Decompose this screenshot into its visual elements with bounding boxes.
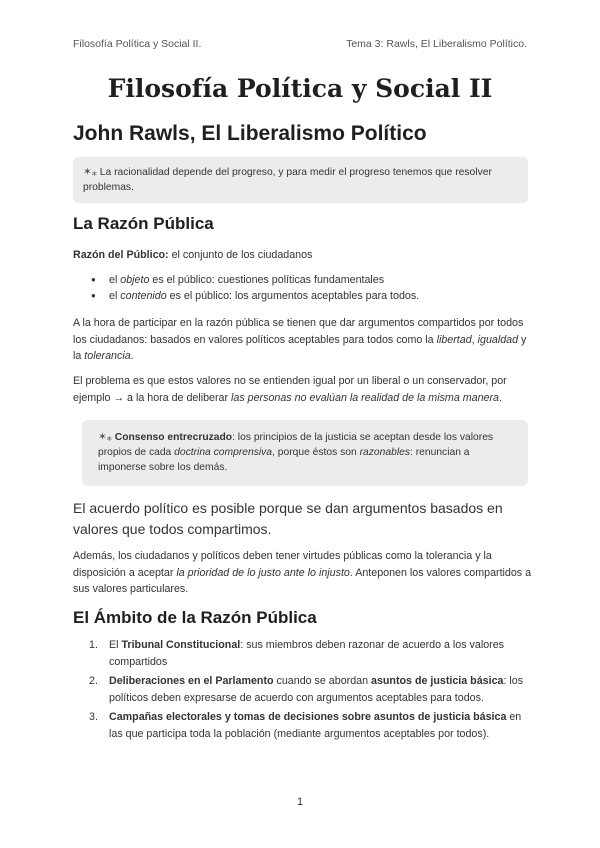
emphasis: razonables — [359, 447, 410, 458]
emphasis: doctrina comprensiva — [174, 447, 273, 458]
header-course: Filosofía Política y Social II. — [73, 38, 202, 50]
text: , porque éstos son — [272, 447, 360, 458]
heading-razon-publica: La Razón Pública — [73, 214, 214, 233]
definition-text: el conjunto de los ciudadanos — [168, 249, 313, 261]
list-item — [73, 272, 533, 288]
bold-text: Campañas electorales y tomas de decisiones sobre asuntos de justicia básica — [109, 711, 507, 723]
callout-consenso — [82, 420, 528, 486]
item-text: el — [109, 290, 121, 302]
text: . — [130, 350, 134, 362]
item-text: es el público: los argumentos aceptables para todos. — [166, 290, 420, 302]
item-number: 1. — [89, 639, 98, 651]
document-title: Filosofía Política y Social II — [107, 74, 493, 103]
bullet-list — [73, 272, 533, 304]
item-text: es el público: cuestiones políticas fundamentales — [149, 274, 385, 286]
text: . Anteponen los valores compartidos a sus valores particulares. — [73, 566, 532, 595]
list-item — [73, 673, 535, 706]
sparkle-icon: ✶⁎ — [98, 432, 112, 443]
text: , — [471, 333, 478, 346]
text: cuando se abordan — [273, 675, 371, 687]
bold-text: Deliberaciones en el Parlamento — [109, 675, 274, 687]
definition-razon-del-publico — [73, 247, 533, 264]
paragraph-ademas — [73, 548, 533, 598]
emphasis: la prioridad de lo justo ante lo injusto — [176, 566, 350, 579]
list-item — [73, 288, 533, 304]
text: : los principios de la justicia se aceptan desde los valores propios de cada — [98, 432, 494, 458]
text: : sus miembros deben razonar de acuerdo a los valores compartidos — [109, 639, 505, 668]
text: El problema es que estos valores no se entienden igual por un liberal o un conservador, por ejemplo → a la hora de deliberar — [73, 375, 507, 404]
item-emphasis: objeto — [120, 274, 150, 286]
emphasis: igualdad — [477, 333, 519, 346]
emphasis: libertad — [436, 333, 472, 346]
callout-term: Consenso entrecruzado — [114, 432, 233, 443]
list-item — [73, 709, 535, 742]
item-emphasis: contenido — [120, 290, 167, 302]
paragraph-acuerdo: El acuerdo político es posible porque se dan argumentos basados en valores que todos compartimos. — [73, 500, 503, 537]
numbered-list — [73, 637, 535, 745]
callout-racionalidad — [73, 157, 528, 203]
header-topic: Tema 3: Rawls, El Liberalismo Político. — [346, 38, 527, 50]
emphasis: las personas no evalúan la realidad de la misma manera — [231, 391, 499, 404]
text: El — [109, 639, 122, 651]
running-header — [73, 38, 527, 50]
bold-text: Tribunal Constitucional — [121, 639, 241, 651]
item-text: el — [109, 274, 121, 286]
emphasis: tolerancia — [84, 350, 131, 362]
bold-text: asuntos de justicia básica — [371, 675, 504, 687]
sparkle-icon: ✶⁎ — [83, 167, 97, 178]
paragraph-argumentos — [73, 315, 533, 365]
text: . — [498, 391, 502, 404]
heading-ambito: El Ámbito de la Razón Pública — [73, 608, 317, 627]
item-number: 2. — [89, 675, 98, 687]
section-title: John Rawls, El Liberalismo Político — [73, 122, 427, 145]
definition-term: Razón del Público: — [73, 249, 169, 261]
text: Además, los ciudadanos y políticos deben tener virtudes públicas como la tolerancia y la disposición a aceptar — [73, 550, 492, 579]
text: y la — [73, 333, 527, 362]
item-number: 3. — [89, 711, 98, 723]
callout-text: La racionalidad depende del progreso, y para medir el progreso tenemos que resolver problemas. — [83, 167, 492, 193]
text: A la hora de participar en la razón pública se tienen que dar argumentos compartidos por todos los ciudadanos: basados en valores políticos aceptables para todos como la — [73, 317, 524, 346]
text: : los políticos deben expresarse de acuerdo con argumentos aceptables para todos. — [109, 675, 524, 704]
paragraph-problema — [73, 373, 533, 406]
text: : renuncian a imponerse sobre los demás. — [98, 447, 470, 473]
list-item — [73, 637, 535, 670]
text: en las que participa toda la población (mediante argumentos aceptables por todos). — [109, 711, 522, 740]
page-number: 1 — [296, 796, 304, 808]
